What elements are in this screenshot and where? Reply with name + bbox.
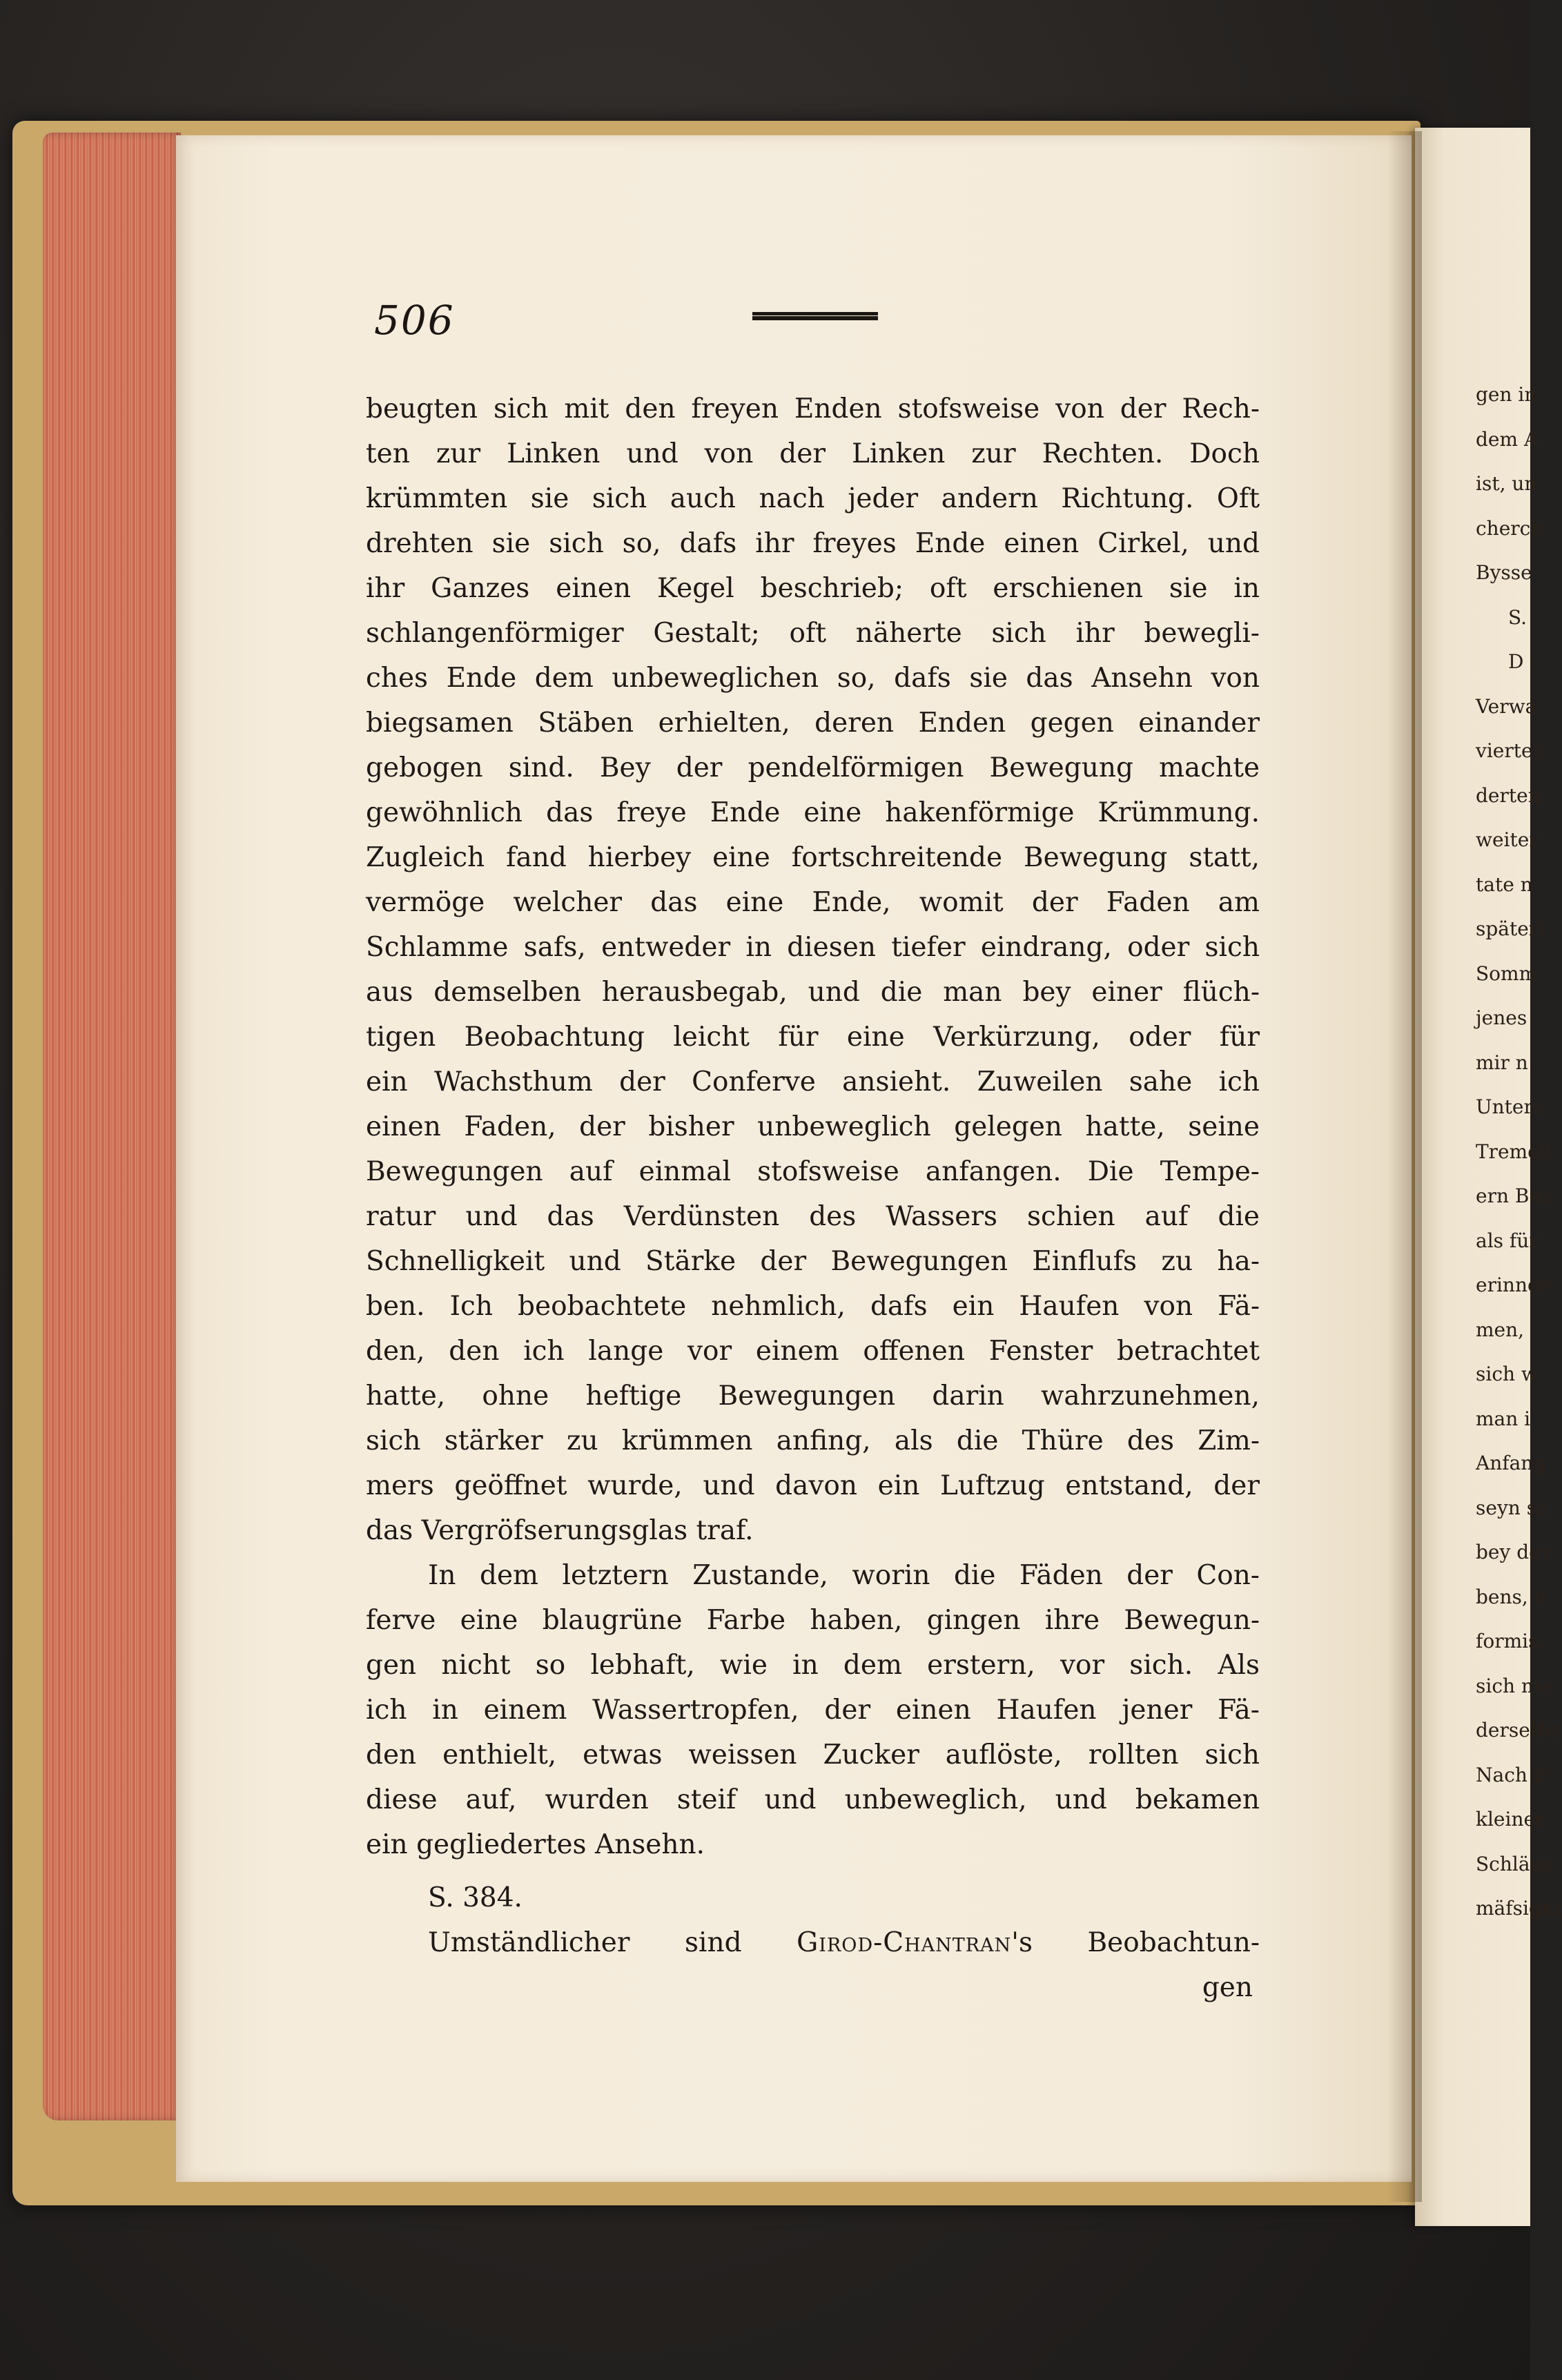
gutter-shadow bbox=[1387, 131, 1422, 2202]
final-line-end: 's Beobachtun- bbox=[1011, 1927, 1260, 1958]
text-line: ten zur Linken und von der Linken zur Rechten. Doch bbox=[366, 438, 1260, 469]
text-line: Schnelligkeit und Stärke der Bewegungen Einflufs zu ha- bbox=[366, 1246, 1260, 1277]
paragraph-1 bbox=[366, 387, 1260, 1553]
facing-page-fragment: D bbox=[1508, 650, 1524, 673]
facing-page-fragment: jenes bbox=[1476, 1006, 1527, 1029]
facing-page-fragment: weiter bbox=[1476, 828, 1539, 851]
text-line: ratur und das Verdünsten des Wassers schien auf die bbox=[366, 1201, 1260, 1232]
facing-page-fragment: Verwa bbox=[1476, 694, 1537, 718]
text-line: aus demselben herausbegab, und die man bey einer flüch- bbox=[366, 977, 1260, 1008]
text-line: gen nicht so lebhaft, wie in dem erstern, vor sich. Als bbox=[366, 1650, 1260, 1681]
text-line: schlangenförmiger Gestalt; oft näherte sich ihr bewegli- bbox=[366, 618, 1260, 649]
text-line: einen Faden, der bisher unbeweglich gelegen hatte, seine bbox=[366, 1111, 1260, 1142]
facing-page-fragment: derten bbox=[1476, 783, 1541, 807]
text-line: sich stärker zu krümmen anfing, als die Thüre des Zim- bbox=[366, 1425, 1260, 1456]
facing-page-fragment: man i bbox=[1476, 1407, 1531, 1430]
facing-page-fragment: Anfang bbox=[1476, 1452, 1546, 1474]
facing-page-fragment: bey der bbox=[1476, 1541, 1550, 1563]
text-line: ferve eine blaugrüne Farbe haben, gingen ihre Bewegun- bbox=[366, 1605, 1260, 1636]
facing-page-fragment: Unters bbox=[1476, 1095, 1543, 1118]
text-line: ben. Ich beobachtete nehmlich, dafs ein Haufen von Fä- bbox=[366, 1291, 1260, 1322]
text-line: hatte, ohne heftige Bewegungen darin wahrzunehmen, bbox=[366, 1381, 1260, 1412]
facing-page-fragment: men, bbox=[1476, 1318, 1525, 1341]
facing-page-fragment: späterl bbox=[1476, 917, 1545, 940]
facing-page-fragment: kleiner bbox=[1476, 1808, 1545, 1831]
facing-page-fragment: ern Beo bbox=[1476, 1184, 1552, 1207]
facing-page-fragment: Tremell bbox=[1476, 1140, 1552, 1163]
facing-page-fragment: Schläuc bbox=[1476, 1852, 1554, 1875]
facing-page-fragment: bens, u bbox=[1476, 1585, 1547, 1608]
facing-page-fragment: gen in bbox=[1476, 383, 1537, 406]
text-line: ihr Ganzes einen Kegel beschrieb; oft erschienen sie in bbox=[366, 573, 1260, 604]
facing-page-fragment: sich w bbox=[1476, 1363, 1538, 1385]
text-line: den, den ich lange vor einem offenen Fenster betrachtet bbox=[366, 1336, 1260, 1367]
catchword: gen bbox=[1202, 1972, 1253, 2003]
text-line: Zugleich fand hierbey eine fortschreitende Bewegung statt, bbox=[366, 842, 1260, 873]
facing-page-fragment: formis, bbox=[1476, 1630, 1545, 1652]
facing-page-fragment: tate n bbox=[1476, 872, 1533, 896]
facing-page-fragment: mäfsiger bbox=[1476, 1897, 1562, 1920]
facing-page-fragment: als für bbox=[1476, 1229, 1539, 1252]
final-line-start: Umständlicher sind bbox=[428, 1927, 742, 1958]
facing-page-fragment: Nach d bbox=[1476, 1763, 1546, 1786]
final-line bbox=[366, 1920, 1260, 1965]
text-line: In dem letztern Zustande, worin die Fäden der Con- bbox=[428, 1560, 1260, 1591]
text-line: tigen Beobachtung leicht für eine Verkürzung, oder für bbox=[366, 1022, 1260, 1053]
author-name: Girod-Chantran bbox=[797, 1927, 1012, 1958]
page-number: 506 bbox=[374, 297, 455, 344]
text-line: mers geöffnet wurde, und davon ein Luftzug entstand, der bbox=[366, 1470, 1260, 1501]
facing-page-fragment: erinner bbox=[1476, 1274, 1548, 1296]
facing-page-fragment: ist, un bbox=[1476, 472, 1537, 495]
text-line: Schlamme safs, entweder in diesen tiefer eindrang, oder sich bbox=[366, 932, 1260, 963]
text-line: ich in einem Wassertropfen, der einen Haufen jener Fä- bbox=[366, 1695, 1260, 1726]
body-text bbox=[366, 387, 1260, 2010]
text-line: ein Wachsthum der Conferve ansieht. Zuweilen sahe ich bbox=[366, 1066, 1260, 1098]
text-line: ches Ende dem unbeweglichen so, dafs sie das Ansehn von bbox=[366, 663, 1260, 694]
text-line: Bewegungen auf einmal stofsweise anfangen. Die Tempe- bbox=[366, 1156, 1260, 1187]
page-edge-stack bbox=[43, 133, 181, 2120]
facing-page-fragment: cherch bbox=[1476, 516, 1543, 540]
facing-page-fragment: seyn sc bbox=[1476, 1496, 1548, 1519]
facing-page-fragment: dem A bbox=[1476, 427, 1539, 451]
text-line: das Vergröfserungsglas traf. bbox=[366, 1515, 754, 1546]
text-line: biegsamen Stäben erhielten, deren Enden gegen einander bbox=[366, 708, 1260, 739]
text-line: krümmten sie sich auch nach jeder andern Richtung. Oft bbox=[366, 483, 1260, 514]
facing-page-fragment: S. bbox=[1508, 605, 1527, 629]
facing-page-fragment: mir n bbox=[1476, 1051, 1528, 1074]
header-rule bbox=[752, 312, 878, 320]
facing-page-fragment: Somm bbox=[1476, 962, 1538, 985]
text-line: beugten sich mit den freyen Enden stofsweise von der Rech- bbox=[366, 393, 1260, 425]
text-line: diese auf, wurden steif und unbeweglich, und bekamen bbox=[366, 1784, 1260, 1815]
facing-page-fragment: Bysse bbox=[1476, 561, 1532, 584]
text-line: gebogen sind. Bey der pendelförmigen Bewegung machte bbox=[366, 752, 1260, 783]
facing-page-fragment: sich me bbox=[1476, 1674, 1552, 1697]
text-line: drehten sie sich so, dafs ihr freyes Ende einen Cirkel, und bbox=[366, 528, 1260, 559]
facing-page-fragment: derselbe bbox=[1476, 1719, 1561, 1742]
section-reference: S. 384. bbox=[428, 1882, 523, 1913]
text-line: gewöhnlich das freye Ende eine hakenförmige Krümmung. bbox=[366, 797, 1260, 828]
text-line: den enthielt, etwas weissen Zucker auflöste, rollten sich bbox=[366, 1739, 1260, 1771]
paragraph-2 bbox=[366, 1553, 1260, 1867]
text-line: ein gegliedertes Ansehn. bbox=[366, 1829, 705, 1860]
facing-page-fragment: vierteh bbox=[1476, 739, 1545, 762]
text-line: vermöge welcher das eine Ende, womit der Faden am bbox=[366, 887, 1260, 918]
